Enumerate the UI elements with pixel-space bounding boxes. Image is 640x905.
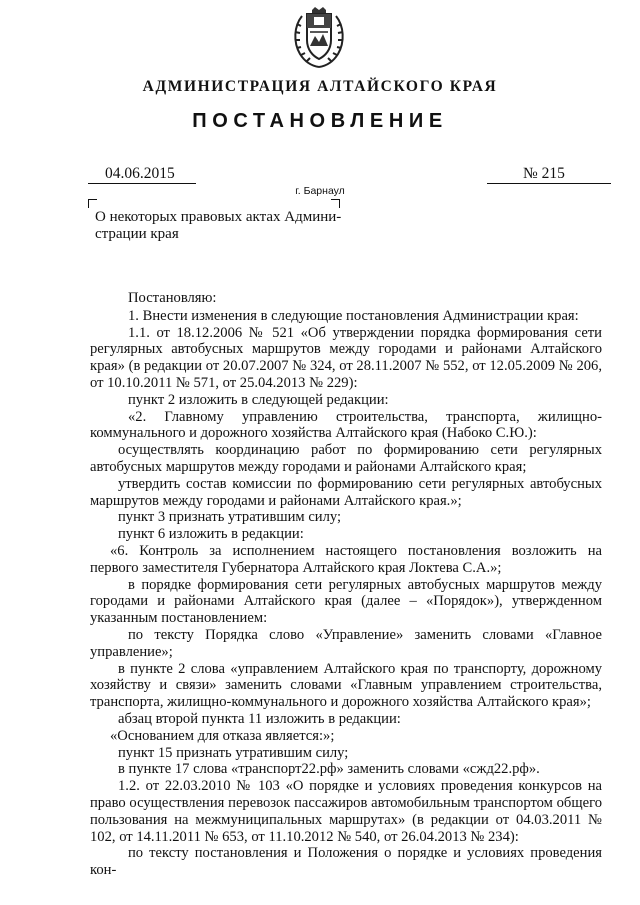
paragraph: в порядке формирования сети регулярных автобусных маршрутов между городами и районами Алтайского края (далее – «Порядок»), утвержденном указанным постановлением: — [90, 576, 602, 627]
number-underline — [487, 183, 611, 184]
title-bracket-left — [88, 199, 97, 208]
resolution-preamble: Постановляю: — [128, 290, 217, 306]
date-underline — [88, 183, 196, 184]
paragraph: абзац второй пункта 11 изложить в редакции: — [118, 710, 401, 727]
paragraph: по тексту Порядка слово «Управление» заменить словами «Главное управление»; — [90, 626, 602, 660]
document-body — [90, 290, 602, 879]
paragraph: пункт 6 изложить в редакции: — [118, 526, 304, 543]
document-date: 04.06.2015 — [105, 165, 175, 182]
city-name: г. Барнаул — [295, 185, 345, 197]
paragraph: «Основанием для отказа является:»; — [110, 727, 335, 744]
title-line: О некоторых правовых актах Админи- — [95, 209, 342, 225]
paragraph: пункт 15 признать утратившим силу; — [118, 744, 349, 761]
paragraph: «2. Главному управлению строительства, транспорта, жилищно-коммунального и дорожного хозяйства Алтайского края (Набоко С.Ю.): — [90, 408, 602, 442]
paragraph: утвердить состав комиссии по формированию сети регулярных автобусных маршрутов между городами и районами Алтайского края.»; — [90, 475, 602, 509]
document-number: № 215 — [523, 165, 565, 182]
document-title — [95, 209, 345, 243]
document-type: ПОСТАНОВЛЕНИЕ — [192, 110, 448, 132]
title-bracket-right — [331, 199, 340, 208]
paragraph: пункт 3 признать утратившим силу; — [118, 509, 342, 526]
paragraph: осуществлять координацию работ по формированию сети регулярных автобусных маршрутов между городами и районами Алтайского края; — [90, 442, 602, 475]
altai-krai-coat-of-arms-icon — [288, 6, 350, 70]
paragraph: 1.1. от 18.12.2006 № 521 «Об утверждении порядка формирования сети регулярных автобусных маршрутов между городами и районами Алтайского края» (в редакции от 20.07.2007 № 324, от 28.11.2007 № 552, от 12.05.2009 № 206, от 10.10.2011 № 571, от 25.04.2013 № 229): — [90, 324, 602, 391]
title-line: страции края — [95, 226, 179, 242]
paragraph: 1.2. от 22.03.2010 № 103 «О порядке и условиях проведения конкурсов на право осуществления перевозок пассажиров автомобильным транспортом общего пользования на межмуниципальных маршрутах» (в редакции от 04.03.2011 № 102, от 14.11.2011 № 653, от 11.10.2012 № 540, от 26.04.2013 № 234): — [90, 778, 602, 845]
paragraph: по тексту постановления и Положения о порядке и условиях проведения кон- — [90, 845, 602, 879]
paragraph: в пункте 17 слова «транспорт22.рф» заменить словами «сжд22.рф». — [118, 761, 540, 778]
paragraph: пункт 2 изложить в следующей редакции: — [128, 391, 389, 408]
paragraph: 1. Внести изменения в следующие постановления Администрации края: — [128, 307, 579, 324]
paragraph: «6. Контроль за исполнением настоящего постановления возложить на первого заместителя Губернатора Алтайского края Локтева С.А.»; — [90, 542, 602, 576]
organization-name: АДМИНИСТРАЦИЯ АЛТАЙСКОГО КРАЯ — [142, 78, 498, 95]
paragraph: в пункте 2 слова «управлением Алтайского края по транспорту, дорожному хозяйству и связи» заменить словами «Главным управлением строительства, транспорта, жилищно-коммунального и дорожного хозяйства Алтайского края»; — [90, 660, 602, 711]
